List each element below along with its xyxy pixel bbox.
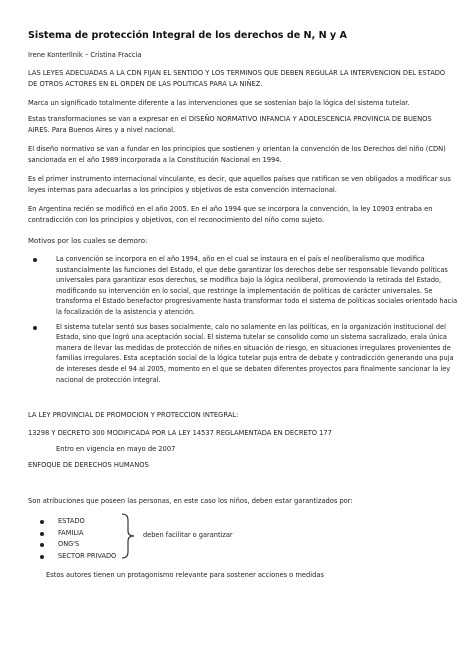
decreto-line: 13298 Y DECRETO 300 MODIFICADA POR LA LEY 14537 REGLAMENTADA EN DECRETO 177 [28, 429, 332, 437]
paragraph-6: En Argentina recién se modificó en el año 2005. En el año 1994 que se incorpora la convención, la ley 10903 entraba en contradicción con los principios y objetivos, con el reconocimiento del niño como sujeto. [28, 205, 433, 225]
bullet-icon [40, 543, 44, 547]
bullet-icon [40, 520, 44, 524]
actor-item [40, 539, 116, 551]
actor-label: ESTADO [58, 517, 85, 525]
actor-item [40, 516, 116, 528]
vigencia-line: Entro en vigencia en mayo de 2007 [56, 445, 176, 453]
paragraph-2: Marca un significado totalmente diferente a las intervenciones que se sostenían bajo la lógica del sistema tutelar. [28, 99, 410, 107]
paragraph-3: Estas transformaciones se van a expresar en el DISEÑO NORMATIVO INFANCIA Y ADOLESCENCIA PROVINCIA DE BUENOS AIRES. Para Buenos Aires y a nivel nacional. [28, 115, 432, 135]
actores-list [40, 516, 116, 562]
atribuciones-line: Son atribuciones que poseen las personas, en este caso los niños, deben estar garantizados por: [28, 497, 353, 505]
bullet-icon [33, 258, 37, 262]
actor-label: ONG'S [58, 540, 80, 549]
paragraph-4: El diseño normativo se van a fundar en los principios que sostienen y orientan la convención de los Derechos del niño (CDN) sancionada en el año 1989 incorporada a la Constitución Nacional en 1994. [28, 145, 446, 165]
facilitar-label: deben facilitar o garantizar [143, 531, 233, 539]
autores-note: Estos autores tienen un protagonismo relevante para sostener acciones o medidas [46, 571, 324, 579]
actor-item [40, 528, 116, 540]
motivos-item-text: La convención se incorpora en el año 1994, año en el cual se instaura en el país el neoliberalismo que modifica sustancialmente las funciones del Estado, el que debe garantizar los derechos debe ser responsable llevando políticas universales para garantizar esos derechos, se modifica bajo la lógica neoliberal, promoviendo la retirada del Estado, modificando su intervención en lo social, que restringe la implementación de políticas de carácter universales. Se transforma el Estado benefactor progresivamente hasta transformar todo el sistema de políticas sociales orientado hacia la focalización de la asistencia y atención. [56, 255, 458, 316]
bullet-icon [40, 555, 44, 559]
document-title: Sistema de protección Integral de los derechos de N, N y A [28, 30, 347, 41]
authors-line: Irene Konterllnik – Cristina Fraccia [28, 51, 142, 59]
motivos-list-item [28, 254, 458, 318]
motivos-item-text: El sistema tutelar sentó sus bases socialmente, calo no solamente en las políticas, en la organización institucional del Estado, sino que logró una aceptación social. El sistema tutelar se consolido como un sistema sacralizado, erala única manera de llevar las medidas de protección de niñes en situación de riesgo, en situaciones irregulares provenientes de familias irregulares. Esta aceptación social de la lógica tutelar puja entra de debate y contradicción generando una puja de intereses desde el 94 al 2005, momento en el que se debaten diferentes proyectos para finalmente sancionar la ley nacional de protección integral. [56, 322, 454, 384]
paragraph-1: LAS LEYES ADECUADAS A LA CDN FIJAN EL SENTIDO Y LOS TERMINOS QUE DEBEN REGULAR LA INTERVENCION DEL ESTADO DE OTROS ACTORES EN EL ORDEN DE LAS POLITICAS PARA LA NIÑEZ. [28, 69, 446, 89]
actor-label: FAMILIA [58, 528, 84, 537]
ley-heading: LA LEY PROVINCIAL DE PROMOCION Y PROTECCION INTEGRAL: [28, 411, 239, 419]
paragraph-5: Es el primer instrumento internacional vinculante, es decir, que aquellos países que ratifican se ven obligados a modificar sus leyes internas para adecuarlas a los principios y objetivos de esta convención internacional. [28, 175, 451, 195]
curly-brace-icon [120, 512, 136, 560]
actor-item [40, 551, 116, 563]
enfoque-line: ENFOQUE DE DERECHOS HUMANOS [28, 461, 149, 469]
motivos-list [28, 254, 458, 389]
motivos-list-item [28, 322, 458, 386]
bullet-icon [33, 326, 37, 330]
actor-label: SECTOR PRIVADO [58, 551, 117, 560]
motivos-heading: Motivos por los cuales se demoro: [28, 237, 148, 245]
bullet-icon [40, 532, 44, 536]
